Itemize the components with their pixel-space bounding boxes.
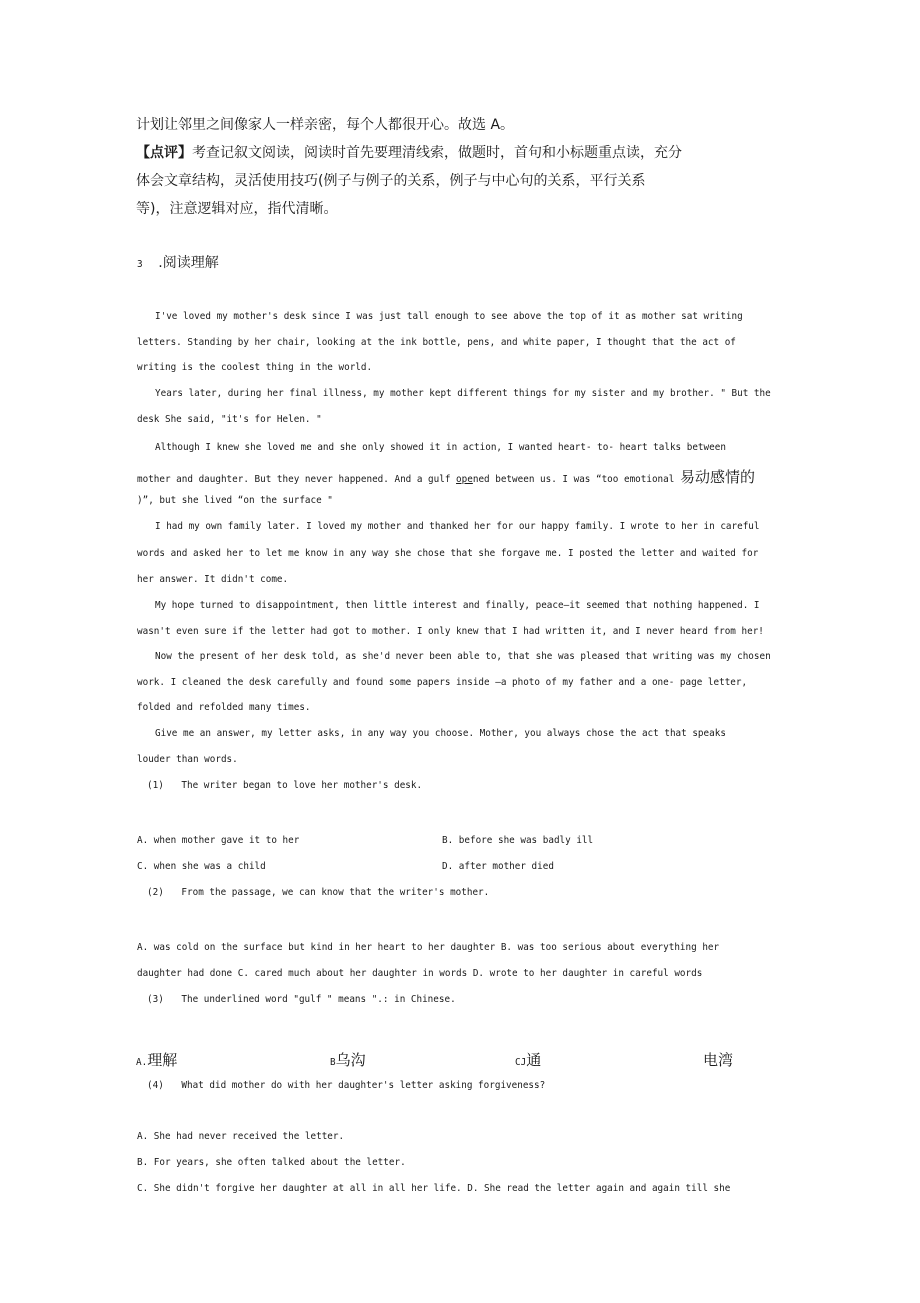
comment-tag: 【点评】	[136, 145, 192, 161]
question-number: (1)	[147, 780, 164, 791]
option-d[interactable]: 电湾	[703, 1051, 734, 1069]
question-number: (2)	[147, 887, 164, 898]
options-line[interactable]: daughter had done C. cared much about her daughter in words D. wrote to her daughter in careful words	[137, 968, 703, 979]
comment-paragraph	[136, 142, 682, 162]
passage-line: words and asked her to let me know in any way she chose that she forgave me. I posted the letter and waited for	[137, 548, 759, 559]
option-d[interactable]: D. after mother died	[442, 861, 554, 872]
option-b[interactable]	[330, 1049, 366, 1070]
option-c-d[interactable]: C. She didn't forgive her daughter at all in all her life. D. She read the letter again and again till she	[137, 1183, 731, 1194]
passage-line: folded and refolded many times.	[137, 702, 311, 713]
passage-line: Years later, during her final illness, my mother kept different things for my sister and my brother. " But the	[155, 388, 771, 399]
option-b[interactable]: B. For years, she often talked about the letter.	[137, 1157, 406, 1168]
review-line: 计划让邻里之间像家人一样亲密，每个人都很开心。故选 A。	[136, 117, 515, 133]
option-prefix: CJ	[515, 1057, 527, 1068]
option-c[interactable]	[515, 1049, 541, 1070]
comment-line: 等)，注意逻辑对应，指代清晰。	[136, 201, 338, 217]
passage-line	[137, 466, 755, 487]
option-prefix: B	[330, 1057, 336, 1068]
passage-line: Now the present of her desk told, as she'd never been able to, that she was pleased that writing was my chosen	[155, 651, 771, 662]
passage-text: mother and daughter. But they never happened. And a gulf	[137, 474, 457, 485]
options-line[interactable]: A. was cold on the surface but kind in her heart to her daughter B. was too serious about everything her	[137, 942, 720, 953]
question-number: (4)	[147, 1080, 164, 1091]
question-3	[147, 994, 456, 1005]
question-4	[147, 1080, 545, 1091]
passage-line: My hope turned to disappointment, then little interest and finally, peace—it seemed that nothing happened. I	[155, 600, 760, 611]
question-text: From the passage, we can know that the writer's mother.	[181, 887, 490, 898]
option-text: 通	[526, 1051, 542, 1069]
passage-line: desk She said, "it's for Helen. "	[137, 414, 322, 425]
section-title: .阅读理解	[158, 255, 219, 271]
option-prefix: A.	[136, 1057, 148, 1068]
underlined-word: ope	[456, 474, 473, 485]
option-text: 理解	[147, 1051, 178, 1069]
passage-line: Give me an answer, my letter asks, in any way you choose. Mother, you always chose the act that speaks	[155, 728, 726, 739]
passage-line: I've loved my mother's desk since I was just tall enough to see above the top of it as mother sat writing	[155, 311, 743, 322]
section-heading	[137, 252, 219, 272]
question-number: (3)	[147, 994, 164, 1005]
passage-line: her answer. It didn't come.	[137, 574, 289, 585]
passage-line: louder than words.	[137, 754, 238, 765]
option-a[interactable]: A. when mother gave it to her	[137, 835, 300, 846]
question-text: What did mother do with her daughter's letter asking forgiveness?	[181, 1080, 546, 1091]
passage-line: )”, but she lived “on the surface "	[137, 495, 333, 506]
chinese-gloss: 易动感情的	[679, 468, 755, 486]
passage-line: work. I cleaned the desk carefully and found some papers inside —a photo of my father and a one- page letter,	[137, 677, 748, 688]
passage-line: I had my own family later. I loved my mother and thanked her for our happy family. I wrote to her in careful	[155, 521, 760, 532]
option-c[interactable]: C. when she was a child	[137, 861, 266, 872]
comment-line: 体会文章结构，灵活使用技巧(例子与例子的关系，例子与中心句的关系，平行关系	[136, 173, 646, 189]
section-number: 3	[137, 259, 143, 270]
passage-line: writing is the coolest thing in the world.	[137, 362, 373, 373]
option-a[interactable]	[136, 1049, 177, 1070]
passage-text: ned between us. I was “too emotional	[472, 474, 680, 485]
passage-line: wasn't even sure if the letter had got to mother. I only knew that I had written it, and I never heard from her!	[137, 626, 764, 637]
question-2	[147, 887, 489, 898]
question-text: The writer began to love her mother's desk.	[181, 780, 423, 791]
option-a[interactable]: A. She had never received the letter.	[137, 1131, 345, 1142]
question-1	[147, 780, 422, 791]
comment-text: 考查记叙文阅读，阅读时首先要理清线索，做题时，首句和小标题重点读，充分	[192, 145, 682, 161]
passage-line: Although I knew she loved me and she only showed it in action, I wanted heart- to- heart talks between	[155, 442, 726, 453]
option-text: 乌沟	[335, 1051, 366, 1069]
question-text: The underlined word "gulf " means ".: in Chinese.	[181, 994, 456, 1005]
passage-line: letters. Standing by her chair, looking at the ink bottle, pens, and white paper, I thought that the act of	[137, 337, 736, 348]
option-b[interactable]: B. before she was badly ill	[442, 835, 594, 846]
